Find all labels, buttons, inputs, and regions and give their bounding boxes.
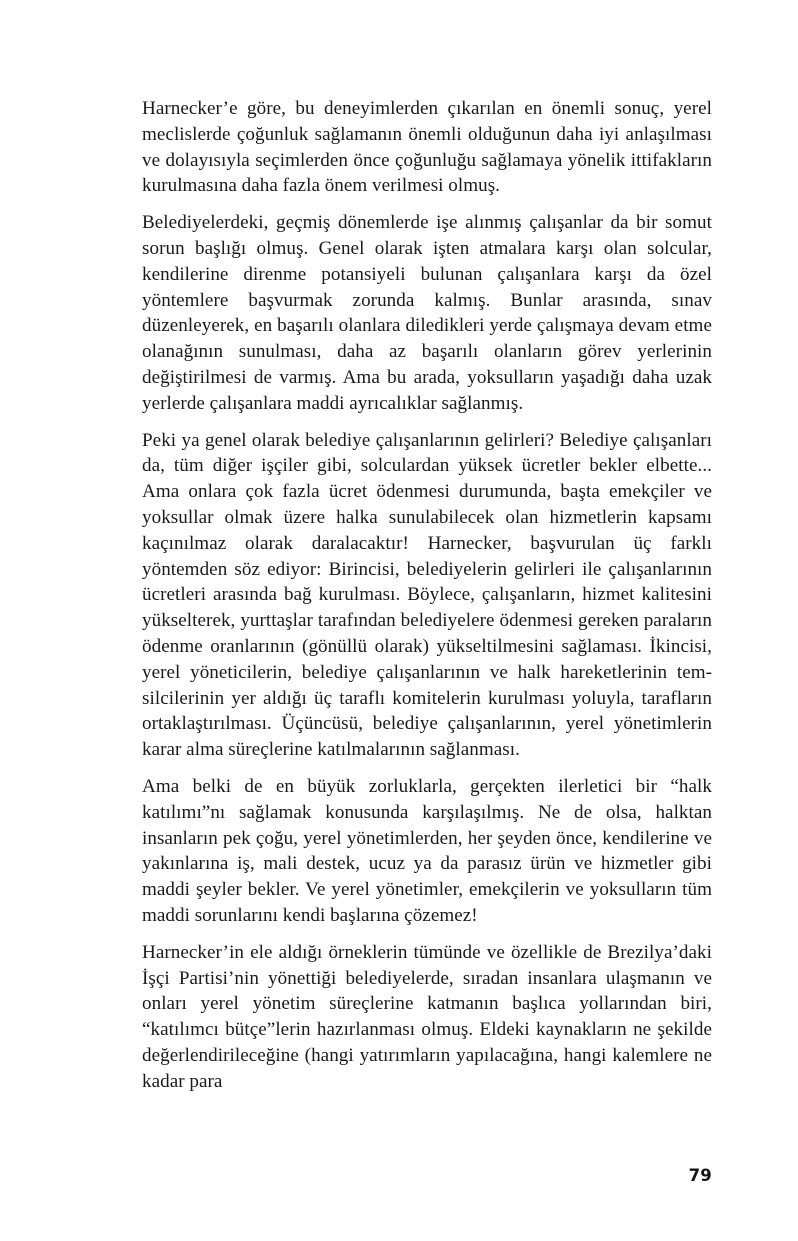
body-text-column [142,96,712,1094]
paragraph: Harnecker’in ele aldığı örneklerin tümünde ve özellikle de Brezilya’daki İşçi Partisi’nin yönettiği belediyelerde, sıradan insanlara ulaşmanın ve onları yerel yönetim süreçlerine katmanın başlıca yollarından biri, “katılımcı bütçe”lerin hazırlanması olmuş. Eldeki kaynakların ne şekilde değerlendirileceğine (hangi yatırımların yapılacağına, hangi kalemlere ne kadar para [142,941,712,1092]
paragraph: Harnecker’e göre, bu deneyimlerden çıkarılan en önemli sonuç, yerel meclislerde çoğunluk sağlamanın önemli olduğunun daha iyi anlaşılması ve dolayısıyla seçimlerden önce çoğunluğu sağlamaya yönelik ittifakların kurulmasına daha fazla önem verilmesi olmuş. [142,98,712,197]
paragraph: Peki ya genel olarak belediye çalışanlarının gelirleri? Belediye çalışanları da, tüm diğer işçiler gibi, solculardan yüksek ücretler bekler elbette... Ama onlara çok fazla ücret ödenmesi durumunda, başta emekçiler ve yoksullar olmak üzere halka sunulabilecek olan hizmetlerin kapsamı kaçınılmaz olarak daralacaktır! Harnecker, başvurulan üç farklı yöntemden söz ediyor: Birincisi, belediyelerin gelirleri ile çalışanlarının ücretleri arasında bağ kurulması. Böylece, çalışanların, hizmet kalitesini yükselterek, yurttaşlar tarafından belediyelere ödenmesi gereken paraların ödenme oranlarının (gönüllü olarak) yükseltilmesini sağlaması. İkincisi, yerel yöneticilerin, belediye çalışanlarının ve halk hareketlerinin temsilcilerinin yer aldığı üç taraflı komitelerin kurulması yoluyla, tarafların ortaklaştırılması. Üçüncüsü, belediye çalışanlarının, yerel yönetimlerin karar alma süreçlerine katılmalarının sağlanması. [142,429,712,761]
paragraph: Ama belki de en büyük zorluklarla, gerçekten ilerletici bir “halk katılımı”nı sağlamak konusunda karşılaşılmış. Ne de olsa, halktan insanların pek çoğu, yerel yönetimlerden, her şeyden önce, kendilerine ve yakınlarına iş, mali destek, ucuz ya da parasız ürün ve hizmetler gibi maddi şeyler bekler. Ve yerel yönetimler, emekçilerin ve yoksulların tüm maddi sorunlarını kendi başlarına çözemez! [142,775,712,926]
page-number: 79 [688,1166,712,1185]
paragraph: Belediyelerdeki, geçmiş dönemlerde işe alınmış çalışanlar da bir somut sorun başlığı olmuş. Genel olarak işten atmalara karşı olan solcular, kendilerine direnme potansiyeli bulunan çalışanlara karşı da özel yöntemlere başvurmak zorunda kalmış. Bunlar arasında, sınav düzenleyerek, en başarılı olanlara diledikleri yerde çalışmaya devam etme olanağının sunulması, daha az başarılı olanların görev yerlerinin değiştirilmesi de varmış. Ama bu arada, yoksulların yaşadığı daha uzak yerlerde çalışanlara maddi ayrıcalıklar sağlanmış. [142,212,712,414]
